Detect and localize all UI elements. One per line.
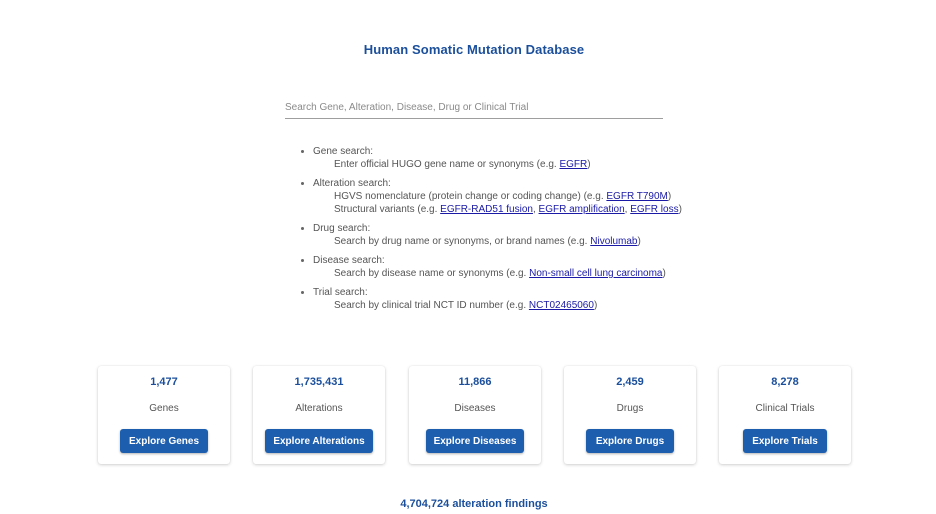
- example-link-nivolumab[interactable]: Nivolumab: [590, 236, 638, 247]
- explore-diseases-button[interactable]: Explore Diseases: [426, 429, 524, 453]
- help-heading: Trial search:: [313, 287, 368, 298]
- stat-count: 1,735,431: [294, 376, 344, 388]
- stat-card-alterations: [253, 366, 385, 464]
- help-item-disease: [313, 254, 733, 280]
- example-link-egfr-rad51-fusion[interactable]: EGFR-RAD51 fusion: [440, 204, 533, 215]
- stat-label: Diseases: [454, 403, 496, 414]
- stat-card-clinical-trials: [719, 366, 851, 464]
- help-heading: Disease search:: [313, 255, 385, 266]
- explore-alterations-button[interactable]: Explore Alterations: [265, 429, 373, 453]
- stat-label: Drugs: [616, 403, 644, 414]
- stat-count: 8,278: [771, 376, 799, 388]
- stat-label: Clinical Trials: [755, 403, 815, 414]
- help-item-drug: [313, 222, 733, 248]
- explore-genes-button[interactable]: Explore Genes: [120, 429, 208, 453]
- example-link-egfr-loss[interactable]: EGFR loss: [630, 204, 679, 215]
- example-link-egfr-amplification[interactable]: EGFR amplification: [538, 204, 625, 215]
- search-input[interactable]: [285, 97, 663, 117]
- explore-drugs-button[interactable]: Explore Drugs: [586, 429, 674, 453]
- help-item-alteration: [313, 177, 733, 216]
- stat-card-drugs: [564, 366, 696, 464]
- help-description: Enter official HUGO gene name or synonyms (e.g. EGFR): [334, 159, 591, 170]
- alteration-findings-count: 4,704,724 alteration findings: [400, 498, 548, 510]
- help-item-gene: [313, 145, 733, 171]
- stats-cards: [98, 366, 852, 464]
- stat-label: Genes: [149, 403, 179, 414]
- search-help-list: [300, 145, 733, 318]
- help-description: Search by disease name or synonyms (e.g. Non-small cell lung carcinoma): [334, 268, 666, 279]
- help-heading: Gene search:: [313, 146, 374, 157]
- stat-count: 1,477: [150, 376, 178, 388]
- help-description: Search by clinical trial NCT ID number (e.g. NCT02465060): [334, 300, 598, 311]
- help-heading: Drug search:: [313, 223, 371, 234]
- stat-card-diseases: [409, 366, 541, 464]
- stat-label: Alterations: [295, 403, 343, 414]
- example-link-nsclc[interactable]: Non-small cell lung carcinoma: [529, 268, 663, 279]
- page-title: Human Somatic Mutation Database: [363, 42, 585, 57]
- help-description: Structural variants (e.g. EGFR-RAD51 fusion, EGFR amplification, EGFR loss): [334, 204, 682, 215]
- stat-card-genes: [98, 366, 230, 464]
- stat-count: 2,459: [616, 376, 644, 388]
- help-description: Search by drug name or synonyms, or brand names (e.g. Nivolumab): [334, 236, 641, 247]
- help-heading: Alteration search:: [313, 178, 391, 189]
- search-bar: [285, 96, 663, 119]
- help-item-trial: [313, 286, 733, 312]
- example-link-egfr-t790m[interactable]: EGFR T790M: [606, 191, 668, 202]
- stat-count: 11,866: [458, 376, 492, 388]
- help-description: HGVS nomenclature (protein change or coding change) (e.g. EGFR T790M): [334, 191, 672, 202]
- example-link-nct02465060[interactable]: NCT02465060: [528, 300, 594, 311]
- explore-trials-button[interactable]: Explore Trials: [743, 429, 827, 453]
- example-link-egfr[interactable]: EGFR: [559, 159, 588, 170]
